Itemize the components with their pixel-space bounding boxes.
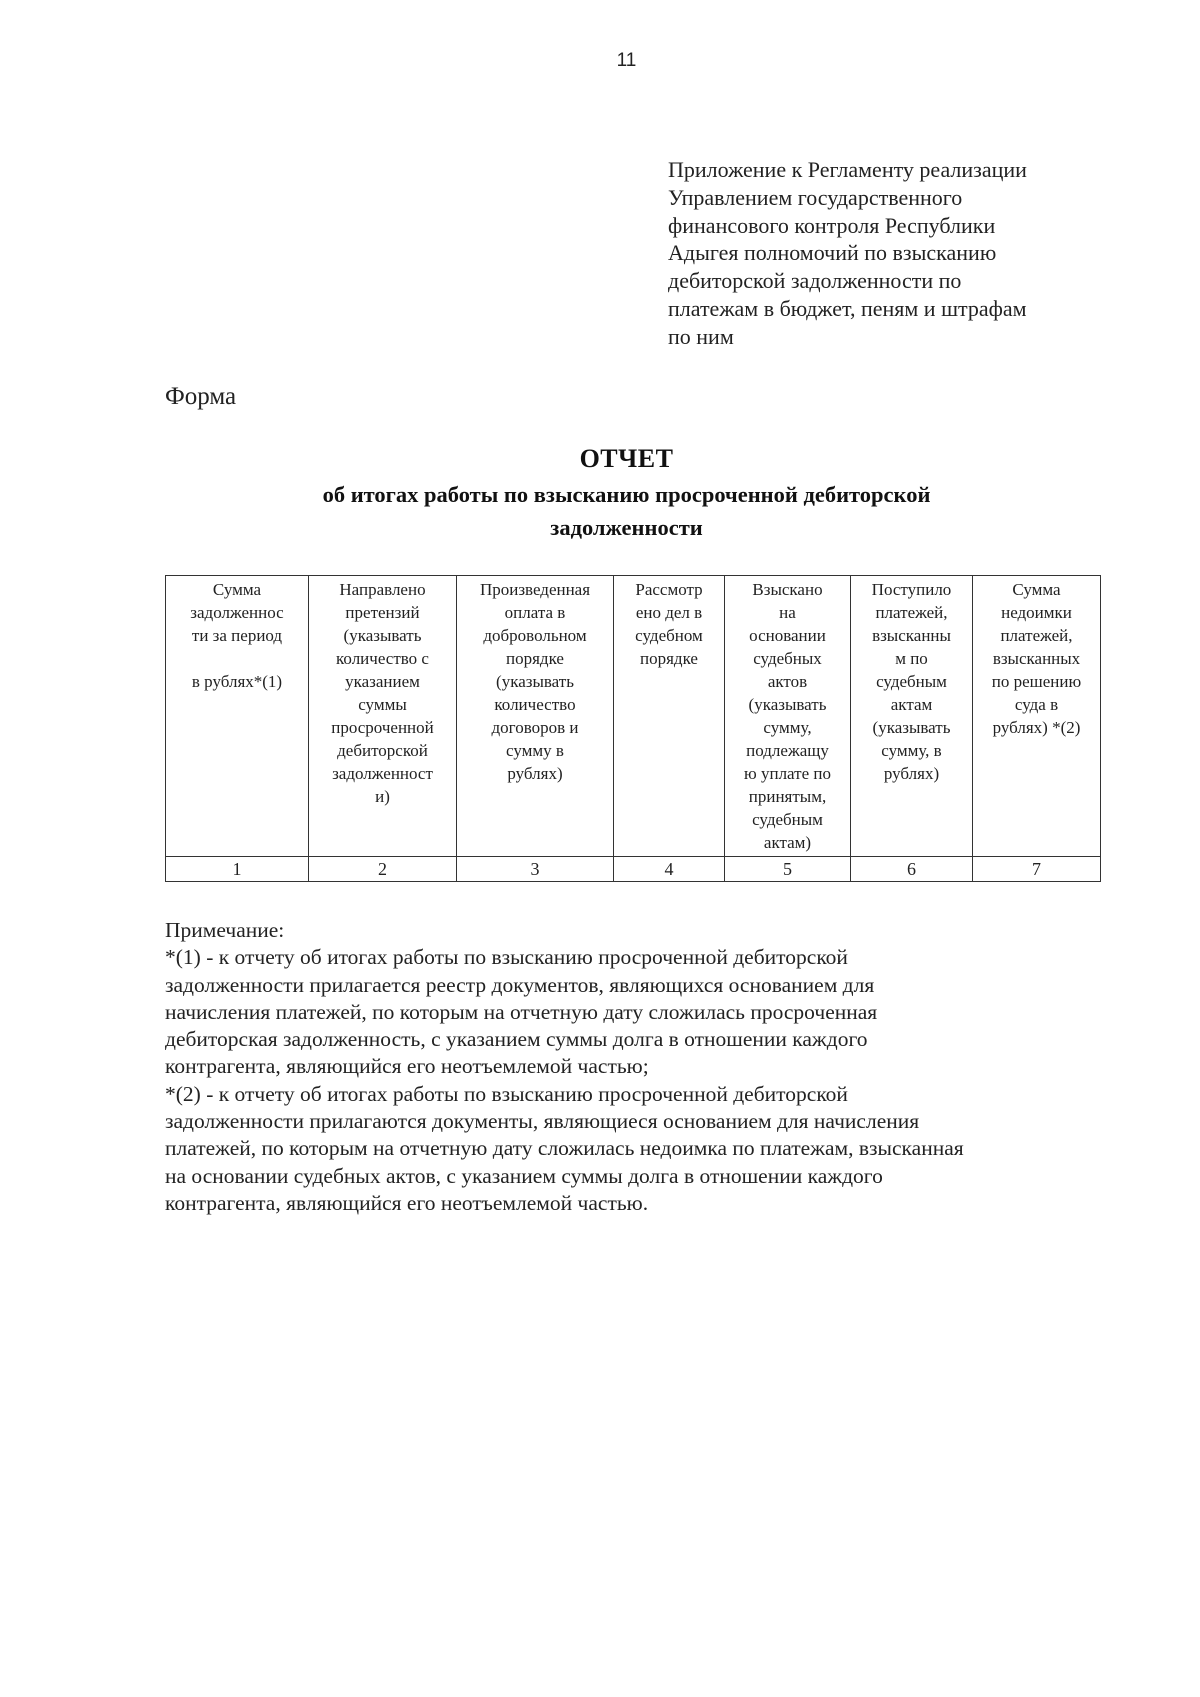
report-table [165, 575, 1101, 882]
subtitle-line: задолженности [550, 515, 703, 540]
note-line: контрагента, являющийся его неотъемлемой частью; [165, 1054, 649, 1079]
header-cell-payments-received: Поступило платежей, взысканны м по судебным актам (указывать сумму, в рублях) [851, 576, 973, 857]
note-line: контрагента, являющийся его неотъемлемой частью. [165, 1190, 649, 1215]
form-label: Форма [165, 383, 237, 410]
column-number-cell: 3 [457, 857, 614, 882]
annex-line: Управлением государственного [668, 184, 963, 210]
annex-line: Адыгея полномочий по взысканию [668, 240, 997, 266]
header-cell-recovered: Взыскано на основании судебных актов (указывать сумму, подлежащу ю уплате по принятым, судебным актам) [725, 576, 851, 857]
header-cell-debt-amount: Сумма задолженнос ти за период в рублях*(1) [166, 576, 309, 857]
annex-note [668, 156, 1108, 351]
column-number-cell: 4 [614, 857, 725, 882]
annex-line: по ним [668, 323, 734, 349]
annex-line: платежам в бюджет, пеням и штрафам [668, 295, 1027, 321]
note-line: задолженности прилагается реестр документов, являющихся основанием для [165, 972, 875, 997]
note-line: *(2) - к отчету об итогах работы по взысканию просроченной дебиторской [165, 1081, 848, 1106]
table-header-row [166, 576, 1101, 857]
report-title: ОТЧЕТ [579, 444, 674, 473]
page-number: 11 [616, 50, 637, 71]
header-cell-voluntary-payment: Произведенная оплата в добровольном порядке (указывать количество договоров и сумму в рублях) [457, 576, 614, 857]
header-cell-court-cases: Рассмотр ено дел в судебном порядке [614, 576, 725, 857]
notes-section [165, 917, 1105, 1217]
header-cell-arrears-amount: Сумма недоимки платежей, взысканных по решению суда в рублях) *(2) [973, 576, 1101, 857]
annex-line: дебиторской задолженности по [668, 268, 962, 294]
column-number-cell: 2 [309, 857, 457, 882]
column-number-cell: 6 [851, 857, 973, 882]
note-line: платежей, по которым на отчетную дату сложилась недоимка по платежам, взысканная [165, 1136, 964, 1161]
report-subtitle [0, 478, 1200, 544]
note-line: начисления платежей, по которым на отчетную дату сложилась просроченная [165, 999, 878, 1024]
annex-line: Приложение к Регламенту реализации [668, 157, 1027, 182]
annex-line: финансового контроля Республики [668, 212, 996, 238]
header-cell-claims-sent: Направлено претензий (указывать количество с указанием суммы просроченной дебиторской задолженност и) [309, 576, 457, 857]
notes-heading: Примечание: [165, 918, 285, 942]
column-number-cell: 7 [973, 857, 1101, 882]
table-number-row [166, 857, 1101, 882]
column-number-cell: 1 [166, 857, 309, 882]
note-line: задолженности прилагаются документы, являющиеся основанием для начисления [165, 1109, 920, 1134]
note-line: дебиторская задолженность, с указанием суммы долга в отношении каждого [165, 1027, 868, 1052]
column-number-cell: 5 [725, 857, 851, 882]
note-line: на основании судебных актов, с указанием суммы долга в отношении каждого [165, 1163, 883, 1188]
note-line: *(1) - к отчету об итогах работы по взысканию просроченной дебиторской [165, 945, 848, 970]
subtitle-line: об итогах работы по взысканию просроченной дебиторской [322, 482, 931, 507]
